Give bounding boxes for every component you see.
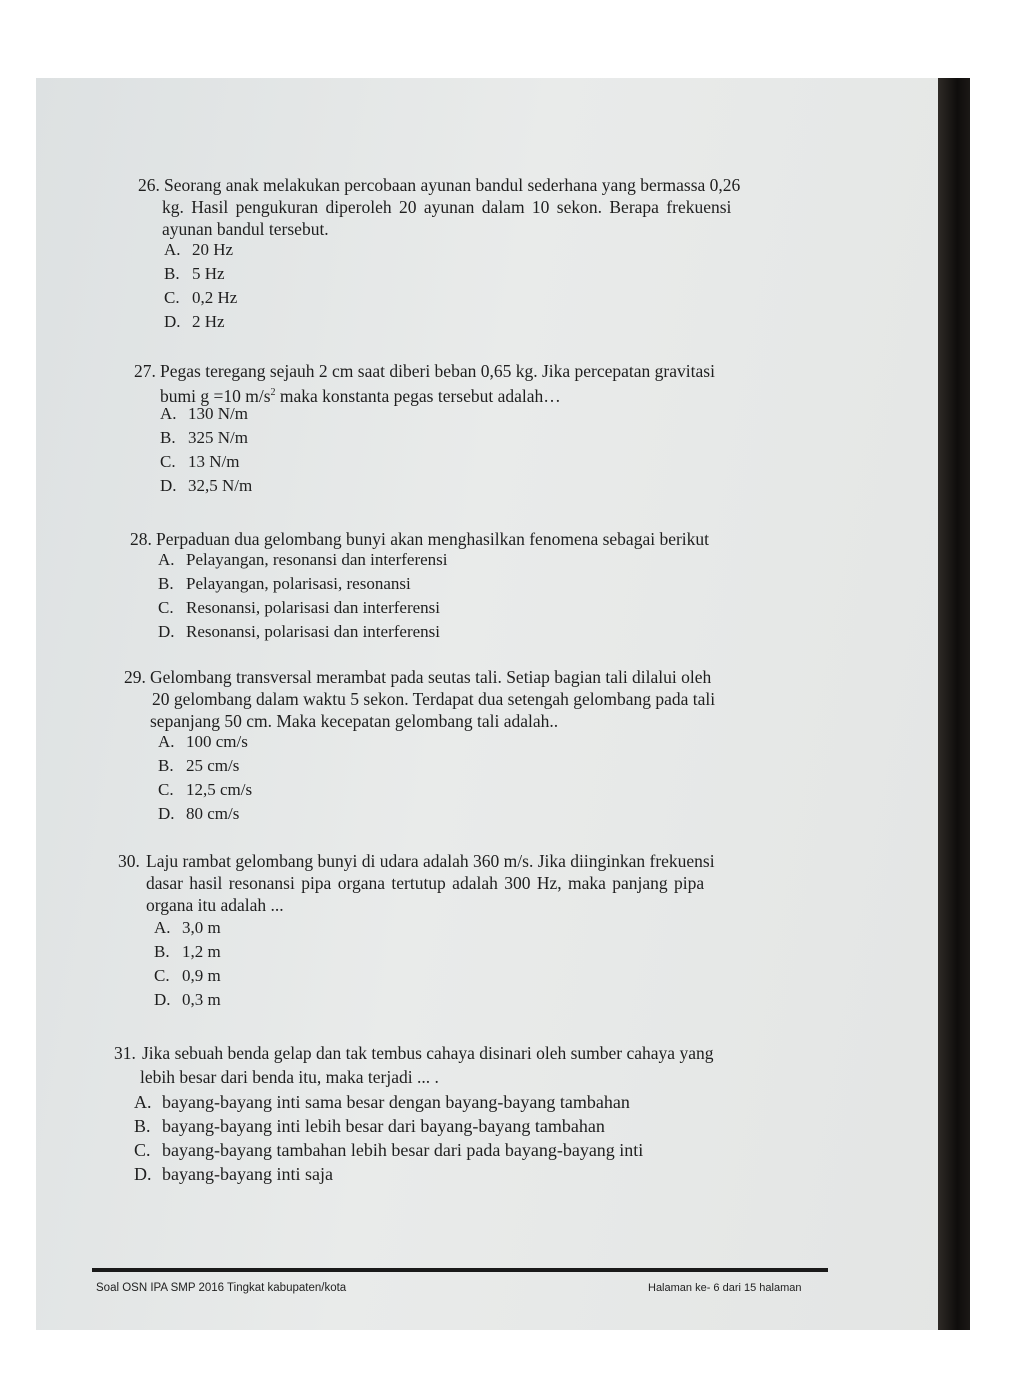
option-a[interactable]: A. bayang-bayang inti sama besar dengan bayang-bayang tambahan — [134, 1092, 630, 1112]
footer-page-number: Halaman ke- 6 dari 15 halaman — [648, 1282, 802, 1294]
option-a[interactable]: A. Pelayangan, resonansi dan interferensi — [158, 550, 448, 569]
question-text-line: organa itu adalah ... — [146, 895, 284, 915]
question-text-line: sepanjang 50 cm. Maka kecepatan gelombang tali adalah.. — [150, 711, 559, 731]
desk-edge — [938, 78, 970, 1330]
question-number: 26. — [138, 175, 160, 195]
option-c[interactable]: C. Resonansi, polarisasi dan interferensi — [158, 598, 440, 617]
option-d[interactable]: D. 80 cm/s — [158, 804, 240, 823]
question-text-line: kg. Hasil pengukuran diperoleh 20 ayunan dalam 10 sekon. Berapa frekuensi — [162, 197, 732, 217]
question-text-line: ayunan bandul tersebut. — [162, 219, 329, 239]
question-text-line: Seorang anak melakukan percobaan ayunan bandul sederhana yang bermassa 0,26 — [164, 175, 741, 195]
question-number: 27. — [134, 361, 156, 381]
option-b[interactable]: B. 25 cm/s — [158, 756, 240, 775]
question-text-line: Jika sebuah benda gelap dan tak tembus cahaya disinari oleh sumber cahaya yang — [142, 1043, 714, 1063]
option-c[interactable]: C. bayang-bayang tambahan lebih besar dari pada bayang-bayang inti — [134, 1140, 644, 1160]
question-text-line: dasar hasil resonansi pipa organa tertutup adalah 300 Hz, maka panjang pipa — [146, 873, 705, 893]
question-text-line: Perpaduan dua gelombang bunyi akan menghasilkan fenomena sebagai berikut — [156, 529, 710, 549]
question-text-line: Laju rambat gelombang bunyi di udara adalah 360 m/s. Jika diinginkan frekuensi — [146, 851, 715, 871]
question-text-line: 20 gelombang dalam waktu 5 sekon. Terdapat dua setengah gelombang pada tali — [152, 689, 716, 709]
option-c[interactable]: C. 0,9 m — [154, 966, 221, 985]
question-number: 29. — [124, 667, 146, 687]
option-a[interactable]: A. 20 Hz — [164, 240, 234, 259]
option-d[interactable]: D. bayang-bayang inti saja — [134, 1164, 333, 1184]
option-d[interactable]: D. 0,3 m — [154, 990, 221, 1009]
option-c[interactable]: C. 13 N/m — [160, 452, 240, 471]
option-d[interactable]: D. 2 Hz — [164, 312, 225, 331]
option-a[interactable]: A. 3,0 m — [154, 918, 221, 937]
question-number: 28. — [130, 529, 152, 549]
question-text-line: Gelombang transversal merambat pada seutas tali. Setiap bagian tali dilalui oleh — [150, 667, 712, 687]
option-a[interactable]: A. 100 cm/s — [158, 732, 248, 751]
option-c[interactable]: C. 0,2 Hz — [164, 288, 238, 307]
option-a[interactable]: A. 130 N/m — [160, 404, 248, 423]
question-number: 30. — [118, 851, 140, 871]
option-b[interactable]: B. 325 N/m — [160, 428, 248, 447]
option-b[interactable]: B. 1,2 m — [154, 942, 221, 961]
question-text-line: lebih besar dari benda itu, maka terjadi ... . — [140, 1067, 439, 1087]
question-text-line: bumi g =10 $m/s^2$ maka konstanta pegas tersebut adalah… — [160, 385, 561, 406]
option-c[interactable]: C. 12,5 cm/s — [158, 780, 253, 799]
option-b[interactable]: B. 5 Hz — [164, 264, 225, 283]
document-photo — [36, 78, 970, 1330]
question-text-line: Pegas teregang sejauh 2 cm saat diberi beban 0,65 kg. Jika percepatan gravitasi — [160, 361, 715, 381]
option-b[interactable]: B. Pelayangan, polarisasi, resonansi — [158, 574, 411, 593]
exam-page — [36, 78, 938, 1330]
footer-rule — [92, 1268, 828, 1272]
question-number: 31. — [114, 1043, 136, 1063]
option-d[interactable]: D. 32,5 N/m — [160, 476, 253, 495]
option-d[interactable]: D. Resonansi, polarisasi dan interferensi — [158, 622, 440, 641]
footer-source: Soal OSN IPA SMP 2016 Tingkat kabupaten/kota — [96, 1282, 347, 1294]
option-b[interactable]: B. bayang-bayang inti lebih besar dari bayang-bayang tambahan — [134, 1116, 605, 1136]
